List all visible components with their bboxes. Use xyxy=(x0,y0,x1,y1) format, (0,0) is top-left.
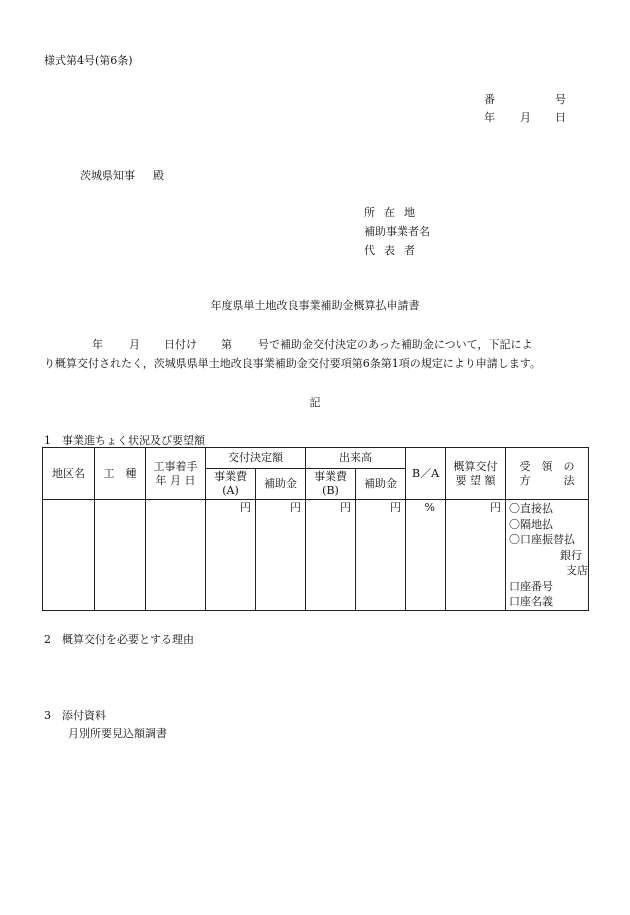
body-line1-rest: 号で補助金交付決定のあった補助金について，下記によ xyxy=(258,338,533,351)
ki-heading: 記 xyxy=(309,396,321,409)
body-line-1 xyxy=(92,336,532,352)
header-subsidy-b: 補助金 xyxy=(356,469,406,500)
cell-receipt-method[interactable] xyxy=(506,500,589,611)
branch-label: 支店 xyxy=(566,564,588,577)
date-year-label: 年 xyxy=(484,111,495,124)
cell-request-amount[interactable]: 円 xyxy=(446,500,506,611)
attachment-item: 月別所要見込額調書 xyxy=(68,727,167,740)
cell-ratio[interactable]: % xyxy=(406,500,446,611)
addressee-name: 茨城県知事 xyxy=(80,169,135,182)
method-direct[interactable]: 〇直接払 xyxy=(509,502,553,515)
section-2-heading: 2 概算交付を必要とする理由 xyxy=(44,633,194,646)
progress-table xyxy=(42,447,589,611)
body-dai: 第 xyxy=(221,338,232,351)
applicant-address-label: 所在地 xyxy=(364,206,424,219)
header-cost-b: 事業費 (B) xyxy=(306,469,356,500)
header-output: 出来高 xyxy=(306,448,406,469)
number-label-ban: 番 xyxy=(484,93,495,106)
header-cost-a: 事業費 (A) xyxy=(206,469,256,500)
cell-cost-b[interactable]: 円 xyxy=(306,500,356,611)
cell-district[interactable] xyxy=(43,500,95,611)
document-number-line xyxy=(484,91,566,107)
cell-cost-a[interactable]: 円 xyxy=(206,500,256,611)
account-number-label: 口座番号 xyxy=(509,579,553,593)
header-district: 地区名 xyxy=(43,448,95,500)
addressee xyxy=(80,167,164,183)
document-title: 年度県単土地改良事業補助金概算払申請書 xyxy=(210,299,420,312)
document-date-line xyxy=(484,109,566,125)
header-ratio: B／A xyxy=(406,448,446,500)
cell-subsidy-b[interactable]: 円 xyxy=(356,500,406,611)
header-start-date: 工事着手 年 月 日 xyxy=(146,448,206,500)
header-work-type: 工 種 xyxy=(95,448,146,500)
date-month-label: 月 xyxy=(520,111,531,124)
addressee-suffix: 殿 xyxy=(153,169,164,182)
form-number: 様式第4号(第6条) xyxy=(44,54,133,67)
body-line-2: り概算交付されたく，茨城県県単土地改良事業補助金交付要項第6条第1項の規定により申請します。 xyxy=(44,357,541,370)
applicant-name-label: 補助事業者名 xyxy=(364,225,430,238)
body-year: 年 xyxy=(92,338,103,351)
cell-subsidy-a[interactable]: 円 xyxy=(256,500,306,611)
bank-label: 銀行 xyxy=(560,548,582,562)
header-grant-decision: 交付決定額 xyxy=(206,448,306,469)
number-label-go: 号 xyxy=(555,93,566,106)
section-1-heading: 1 事業進ちょく状況及び要望額 xyxy=(44,434,205,447)
header-receipt-method: 受 領 の 方 法 xyxy=(506,448,589,500)
body-month: 月 xyxy=(129,338,140,351)
cell-work-type[interactable] xyxy=(95,500,146,611)
body-date-ref: 日付け xyxy=(164,338,197,351)
cell-start-date[interactable] xyxy=(146,500,206,611)
applicant-representative-label: 代表者 xyxy=(364,244,424,257)
method-transfer[interactable]: 〇口座振替払 xyxy=(509,533,575,546)
account-name-label: 口座名義 xyxy=(509,595,553,608)
header-request-amount: 概算交付 要 望 額 xyxy=(446,448,506,500)
header-subsidy-a: 補助金 xyxy=(256,469,306,500)
date-day-label: 日 xyxy=(555,111,566,124)
method-remote[interactable]: 〇隔地払 xyxy=(509,517,553,531)
section-3-heading: 3 添付資料 xyxy=(44,709,106,722)
